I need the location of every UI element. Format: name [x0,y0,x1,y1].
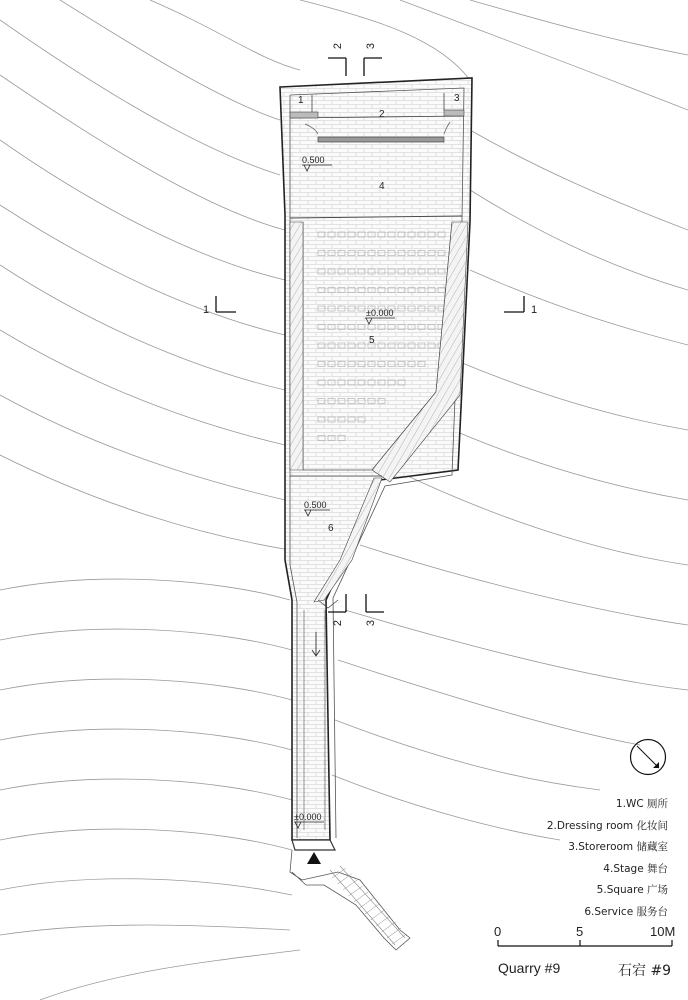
section-label-1-right: 1 [531,304,538,316]
section-label-3-top: 3 [365,42,378,50]
legend [470,794,668,924]
room-label-1: 1 [298,95,304,106]
section-label-3-bottom: 3 [365,619,378,627]
section-label-2-bottom: 2 [332,619,345,627]
legend-item-service: 6.Service 服务台 [584,905,668,918]
building-outline [280,78,472,840]
room-label-3: 3 [454,93,460,104]
scale-tick-10: 10M [650,924,676,939]
room-label-5: 5 [369,335,375,346]
elevation-square: ±0.000 [366,308,394,318]
drawing-title-en: Quarry #9 [498,960,561,976]
legend-item-wc: 1.WC 厕所 [615,798,668,810]
legend-item-dressing-room: 2.Dressing room 化妆间 [546,819,668,832]
scale-tick-0: 0 [494,924,502,939]
elevation-entrance: ±0.000 [294,812,322,822]
section-label-2-top: 2 [332,42,345,50]
legend-item-storeroom: 3.Storeroom 储藏室 [568,841,668,854]
legend-item-stage: 4.Stage 舞台 [603,862,668,875]
north-arrow-icon [629,738,667,776]
room-label-4: 4 [379,181,385,192]
section-label-1-left: 1 [203,304,210,316]
elevation-stage: 0.500 [302,155,325,165]
room-label-2: 2 [379,109,385,120]
entrance-arrow-icon [307,852,321,864]
scale-bar [498,940,672,946]
legend-item-square: 5.Square 广场 [596,884,668,897]
elevation-service: 0.500 [304,500,327,510]
drawing-title-zh: 石宕 #9 [618,963,672,979]
scale-tick-5: 5 [576,924,584,939]
room-label-6: 6 [328,523,334,534]
